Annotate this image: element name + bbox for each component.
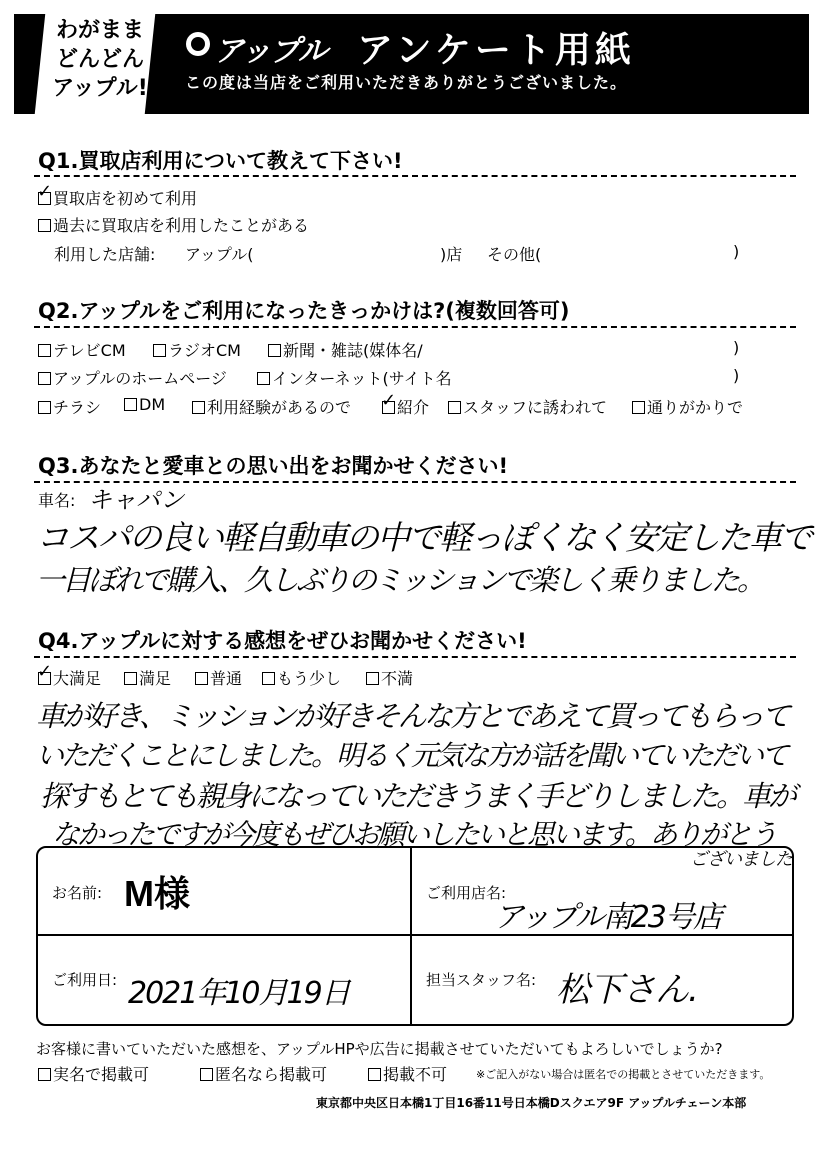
checkbox[interactable] [268, 344, 281, 357]
name-value[interactable]: M様 [124, 873, 190, 914]
q1-divider [34, 175, 796, 177]
check-mark-icon: ✓ [37, 661, 53, 682]
q2-option-label: スタッフに誘われて [463, 398, 608, 417]
q2-option-label: DM [139, 395, 166, 414]
q2-option-label: チラシ [53, 398, 102, 417]
staff-label: 担当スタッフ名: [426, 971, 537, 989]
checkbox[interactable] [153, 344, 166, 357]
q2-option-passing[interactable] [632, 395, 743, 418]
check-mark-icon: ✓ [381, 390, 397, 411]
publish-option-label: 匿名なら掲載可 [215, 1065, 328, 1084]
q4-rating-label: もう少し [277, 669, 342, 688]
q4-answer-line-5: ございました [690, 849, 792, 870]
q4-rating-label: 不満 [381, 669, 414, 688]
q2-option-label: 通りがかりで [647, 398, 744, 417]
q4-answer-line-3: 探すもとても親身になっていただきうまく手どりしました。車が [40, 779, 795, 813]
q3-title: Q3.あなたと愛車との思い出をお聞かせください! [38, 454, 509, 478]
checkbox[interactable] [632, 401, 645, 414]
logo-text: アップル [214, 34, 327, 69]
q1-title: Q1.買取店利用について教えて下さい! [38, 149, 403, 173]
q4-answer-line-1: 車が好き、ミッションが好きそんな方とであえて買ってもらって [36, 699, 788, 733]
checkbox[interactable] [366, 672, 379, 685]
q3-answer-line-2: 一目ぼれで購入、久しぶりのミッションで楽しく乗りました。 [36, 563, 763, 597]
date-label: ご利用日: [52, 971, 118, 989]
q2-option-label: 紹介 [397, 398, 430, 417]
store-label: ご利用店名: [426, 884, 507, 902]
q4-answer-line-2: いただくことにしました。明るく元気な方が話を聞いていただいて [36, 739, 787, 772]
q4-rating-label: 大満足 [53, 669, 102, 688]
q3-answer-line-1: コスパの良い軽自動車の中で軽っぽくなく安定した車で [36, 518, 811, 557]
badge-line-3: アップル! [52, 76, 148, 101]
q2-option-label: 新聞・雑誌(媒体名/ [283, 341, 423, 360]
store-value[interactable]: アップル南23号店 [494, 900, 721, 935]
checkbox[interactable] [38, 372, 51, 385]
hq-address: 東京都中央区日本橋1丁目16番11号日本橋Dスクエア9F アップルチェーン本部 [316, 1096, 747, 1110]
q1-other-label: その他( [487, 245, 542, 264]
checkbox[interactable] [200, 1068, 213, 1081]
q4-divider [34, 656, 796, 658]
q4-rating-label: 満足 [139, 669, 172, 688]
form-title: アンケート用紙 [357, 30, 635, 71]
checkbox[interactable] [124, 398, 137, 411]
q2-option-radio[interactable] [153, 338, 241, 361]
box-vertical-divider [410, 846, 412, 1026]
checkbox[interactable] [262, 672, 275, 685]
checkbox[interactable] [195, 672, 208, 685]
date-value[interactable]: 2021年10月19日 [128, 976, 349, 1011]
q4-rating-normal[interactable] [195, 666, 242, 689]
publish-option-label: 掲載不可 [383, 1065, 448, 1084]
q2-option-experience[interactable] [192, 395, 351, 418]
checkbox[interactable] [38, 401, 51, 414]
q2-option-dm[interactable] [124, 395, 165, 414]
badge-line-2: どんどん [55, 47, 144, 72]
badge-line-1: わがまま [55, 18, 144, 43]
checkbox[interactable] [38, 344, 51, 357]
q1-option-label: 過去に買取店を利用したことがある [53, 216, 310, 235]
publish-note: ※ご記入がない場合は匿名での掲載とさせていただきます。 [476, 1068, 771, 1081]
q1-store-label: 利用した店舗: [54, 245, 156, 264]
q1-option-first-time[interactable] [38, 186, 197, 209]
form-subtitle: この度は当店をご利用いただきありがとうございました。 [185, 73, 628, 92]
q2-row1-close: ) [733, 338, 740, 357]
q2-row2-close: ) [733, 366, 740, 385]
checkbox[interactable] [38, 1068, 51, 1081]
checkbox[interactable] [368, 1068, 381, 1081]
q2-option-staff[interactable] [448, 395, 607, 418]
q1-option-label: 買取店を初めて利用 [53, 189, 198, 208]
q1-store-close: )店 [440, 245, 463, 264]
name-label: お名前: [52, 884, 103, 902]
staff-value[interactable]: 松下さん. [556, 970, 698, 1010]
q1-other-close: ) [733, 242, 740, 261]
publish-option-no[interactable] [368, 1062, 447, 1085]
q1-store-brand: アップル( [185, 245, 254, 264]
q2-option-label: テレビCM [53, 341, 126, 360]
q3-car-label: 車名: [38, 491, 76, 510]
checkbox[interactable] [257, 372, 270, 385]
q4-title: Q4.アップルに対する感想をぜひお聞かせください! [38, 629, 527, 653]
publish-option-label: 実名で掲載可 [53, 1065, 150, 1084]
publish-option-anonymous[interactable] [200, 1062, 327, 1085]
checkbox[interactable] [124, 672, 137, 685]
checkbox[interactable] [38, 219, 51, 232]
q2-option-label: アップルのホームページ [53, 369, 227, 388]
q4-rating-label: 普通 [210, 669, 243, 688]
q3-car-name: キャパン [88, 486, 184, 514]
q2-divider [34, 326, 796, 328]
q2-option-label: 利用経験があるので [207, 398, 352, 417]
check-mark-icon: ✓ [37, 181, 53, 202]
checkbox[interactable] [448, 401, 461, 414]
q2-title: Q2.アップルをご利用になったきっかけは?(複数回答可) [38, 299, 570, 323]
logo-icon-inner [191, 37, 205, 51]
q4-answer-line-4: なかったですが今度もぜひお願いしたいと思います。ありがとう [52, 818, 775, 851]
q4-rating-fair[interactable] [262, 666, 341, 689]
q2-option-flyer[interactable] [38, 395, 101, 418]
q2-option-internet[interactable] [257, 366, 452, 389]
q2-option-newspaper[interactable] [268, 338, 423, 361]
q4-rating-satisfied[interactable] [124, 666, 171, 689]
q2-option-homepage[interactable] [38, 366, 227, 389]
publish-question: お客様に書いていただいた感想を、アップルHPや広告に掲載させていただいてもよろしいでしょうか? [36, 1040, 723, 1058]
q2-option-label: インターネット(サイト名 [272, 369, 452, 388]
q2-option-tv[interactable] [38, 338, 126, 361]
q2-option-label: ラジオCM [168, 341, 241, 360]
badge-text [50, 16, 150, 103]
q1-option-previous[interactable] [38, 213, 309, 236]
publish-option-real-name[interactable] [38, 1062, 149, 1085]
checkbox[interactable] [192, 401, 205, 414]
q4-rating-dissatisfied[interactable] [366, 666, 413, 689]
